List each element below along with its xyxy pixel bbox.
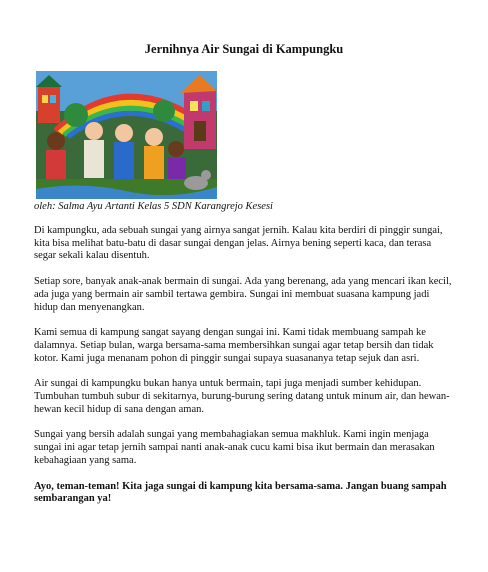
children-drawing-illustration: [36, 71, 217, 199]
closing-paragraph: Ayo, teman-teman! Kita jaga sungai di kampung kita bersama-sama. Jangan buang sampah sembarangan ya!: [34, 480, 447, 505]
document-title: Jernihnya Air Sungai di Kampungku: [144, 42, 344, 56]
paragraph: Air sungai di kampungku bukan hanya untuk bermain, tapi juga menjadi sumber kehidupan. Tumbuhan tumbuh subur di sekitarnya, burung-burung sering datang untuk minum air, dan hewan-hewan kecil hidup di sana dengan aman.: [34, 378, 450, 415]
paragraph: Kami semua di kampung sangat sayang dengan sungai ini. Kami tidak membuang sampah ke dalamnya. Setiap bulan, warga bersama-sama membersihkan sungai agar tetap bersih dan tidak kotor. Kami juga menanam pohon di pinggir sungai supaya suasananya tetap sejuk dan asri.: [34, 327, 434, 364]
paragraph: Sungai yang bersih adalah sungai yang membahagiakan semua makhluk. Kami ingin menjaga sungai ini agar tetap jernih sampai nanti anak-anak cucu kami bisa ikut bermain dan merasakan kebahagiaan yang sama.: [34, 429, 435, 466]
paragraph: Di kampungku, ada sebuah sungai yang airnya sangat jernih. Kalau kita berdiri di pinggir sungai, kita bisa melihat batu-batu di dasar sungai dengan jelas. Airnya bening seperti kaca, dan terasa segar sekali kalau disentuh.: [34, 225, 443, 262]
paragraph: Setiap sore, banyak anak-anak bermain di sungai. Ada yang berenang, ada yang mencari ikan kecil, ada juga yang bermain air sambil tertawa gembira. Sungai ini membuat suasana kampung jadi hidup dan menyenangkan.: [34, 276, 452, 313]
illustration-caption: oleh: Salma Ayu Artanti Kelas 5 SDN Karangrejo Kesesi: [34, 201, 273, 212]
article-body: [34, 225, 452, 519]
